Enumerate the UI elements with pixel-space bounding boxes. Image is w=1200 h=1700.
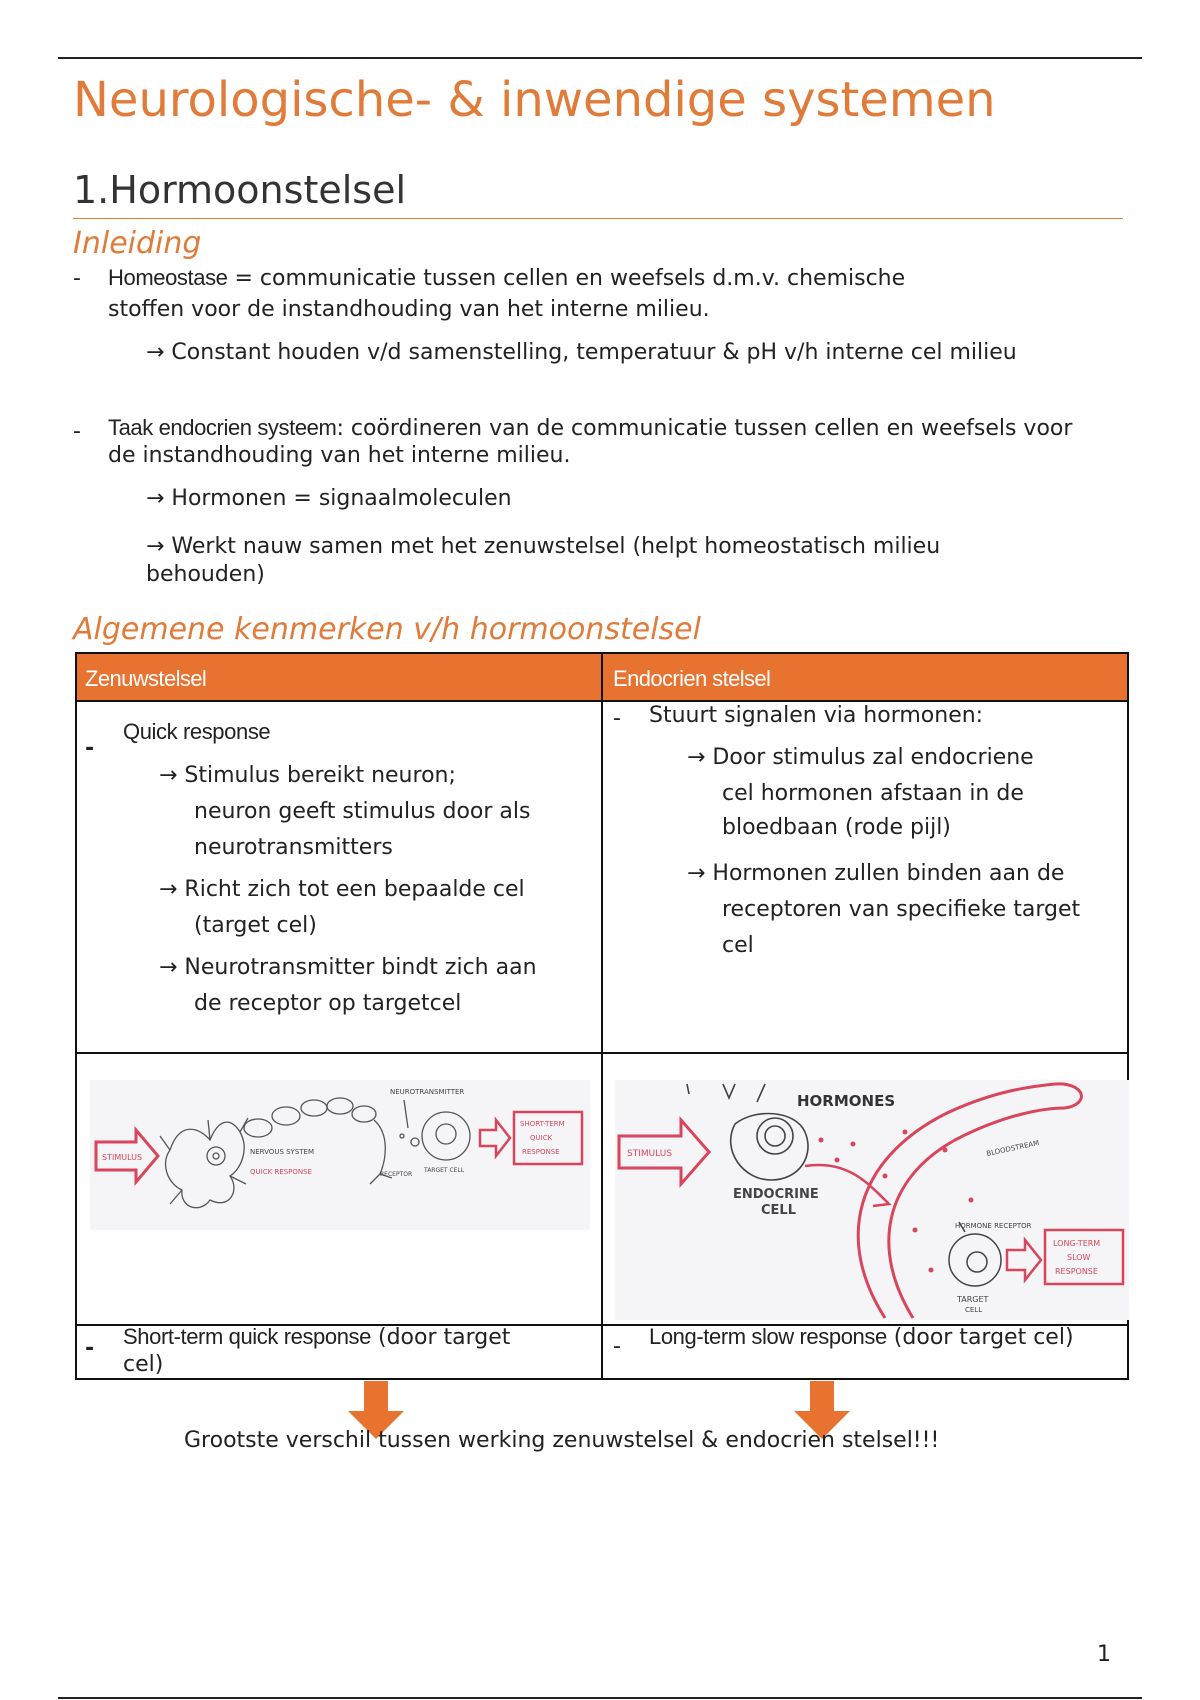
sketch-hormone-receptor-label: HORMONE RECEPTOR bbox=[955, 1222, 1032, 1230]
right-point-2-line1: → Hormonen zullen binden aan de bbox=[687, 861, 1065, 886]
sketch-endocrine-label-line1: ENDOCRINE bbox=[733, 1187, 819, 1202]
short-term-line2: cel) bbox=[123, 1352, 164, 1377]
subheading-kenmerken: Algemene kenmerken v/h hormoonstelsel bbox=[73, 612, 701, 647]
sketch-receptor-label: RECEPTOR bbox=[380, 1171, 413, 1178]
endocrien-def: : coördineren van de communicatie tussen cellen en weefsels voor bbox=[336, 416, 1073, 441]
homeostase-def: = communicatie tussen cellen en weefsels d.m.v. chemische bbox=[227, 266, 906, 291]
right-point-1-line2: cel hormonen afstaan in de bbox=[722, 781, 1024, 806]
sketch-neurotransmitter-label: NEUROTRANSMITTER bbox=[390, 1088, 465, 1096]
comparison-table bbox=[75, 652, 1129, 1380]
sketch-result-line1: SHORT-TERM bbox=[520, 1120, 565, 1128]
bullet-dash: - bbox=[613, 706, 621, 731]
sketch-quick-response-label: QUICK RESPONSE bbox=[250, 1168, 312, 1176]
nervous-system-drawing bbox=[90, 1080, 590, 1230]
long-term-line bbox=[649, 1322, 1074, 1353]
sketch-stimulus-label: STIMULUS bbox=[102, 1153, 143, 1162]
sketch-endocrine-label-line2: CELL bbox=[761, 1203, 796, 1218]
sketch-target-label-line1: TARGET bbox=[957, 1295, 989, 1304]
endocrien-arrow1: → Hormonen = signaalmoleculen bbox=[146, 486, 512, 511]
endocrien-term: Taak endocrien systeem bbox=[108, 415, 337, 440]
homeostase-arrow: → Constant houden v/d samenstelling, temperatuur & pH v/h interne cel milieu bbox=[146, 340, 1017, 365]
right-point-2-line2: receptoren van specifieke target bbox=[722, 897, 1081, 922]
short-term-line1 bbox=[123, 1322, 510, 1353]
right-point-1-line3: bloedbaan (rode pijl) bbox=[722, 815, 951, 840]
sketch-result-line3: RESPONSE bbox=[522, 1148, 560, 1156]
short-term-term: Short-term quick response bbox=[123, 1324, 371, 1349]
page-number: 1 bbox=[1097, 1642, 1111, 1667]
bullet-dash: - bbox=[85, 1336, 95, 1361]
right-point-2-line3: cel bbox=[722, 933, 754, 958]
endocrien-arrow2-line2: behouden) bbox=[146, 562, 265, 587]
homeostase-term: Homeostase bbox=[108, 265, 228, 290]
sketch-result-line3: RESPONSE bbox=[1055, 1267, 1098, 1276]
nervous-system-sketch bbox=[90, 1080, 590, 1230]
endocrine-system-drawing bbox=[615, 1080, 1129, 1320]
left-point-2-line1: → Richt zich tot een bepaalde cel bbox=[159, 877, 525, 902]
bullet-dash: - bbox=[613, 1334, 621, 1359]
endocrien-arrow2-line1: → Werkt nauw samen met het zenuwstelsel (helpt homeostatisch milieu bbox=[146, 534, 941, 559]
left-point-3-line2: de receptor op targetcel bbox=[194, 991, 462, 1016]
sketch-stimulus-label: STIMULUS bbox=[627, 1149, 673, 1159]
conclusion-text: Grootste verschil tussen werking zenuwstelsel & endocrien stelsel!!! bbox=[184, 1428, 940, 1453]
table-column-divider bbox=[601, 654, 603, 1378]
hormonen-signalen-label: Stuurt signalen via hormonen: bbox=[649, 703, 984, 728]
sketch-bloodstream-label: BLOODSTREAM bbox=[985, 1138, 1040, 1158]
sketch-nervous-system-label: NERVOUS SYSTEM bbox=[250, 1148, 315, 1156]
long-term-rest: (door target cel) bbox=[886, 1325, 1074, 1350]
sketch-result-line2: QUICK bbox=[530, 1134, 553, 1142]
sketch-hormones-label: HORMONES bbox=[797, 1092, 896, 1110]
short-term-rest: (door target bbox=[371, 1325, 511, 1350]
left-point-1-line2: neuron geeft stimulus door als bbox=[194, 799, 531, 824]
section-heading bbox=[73, 168, 1123, 219]
left-point-1-line1: → Stimulus bereikt neuron; bbox=[159, 763, 456, 788]
section-title: Hormoonstelsel bbox=[109, 168, 407, 212]
left-point-3-line1: → Neurotransmitter bindt zich aan bbox=[159, 955, 537, 980]
endocrine-system-sketch bbox=[615, 1080, 1129, 1320]
left-point-2-line2: (target cel) bbox=[194, 913, 317, 938]
right-point-1-line1: → Door stimulus zal endocriene bbox=[687, 745, 1034, 770]
bullet-dash: - bbox=[85, 736, 95, 761]
homeostase-line2: stoffen voor de instandhouding van het interne milieu. bbox=[108, 297, 710, 322]
sketch-target-cell-label: TARGET CELL bbox=[424, 1167, 465, 1174]
bullet-dash: - bbox=[73, 419, 81, 444]
bottom-rule bbox=[58, 1697, 1142, 1699]
bullet-dash: - bbox=[73, 266, 81, 291]
sketch-result-line1: LONG-TERM bbox=[1053, 1239, 1101, 1248]
sketch-target-label-line2: CELL bbox=[965, 1306, 983, 1314]
quick-response-label: Quick response bbox=[123, 719, 271, 744]
document-title: Neurologische- & inwendige systemen bbox=[73, 72, 996, 128]
top-rule bbox=[58, 57, 1142, 59]
sketch-result-line2: SLOW bbox=[1067, 1253, 1091, 1262]
section-number: 1. bbox=[73, 168, 110, 212]
long-term-term: Long-term slow response bbox=[649, 1324, 887, 1349]
endocrien-line2: de instandhouding van het interne milieu. bbox=[108, 443, 571, 468]
homeostase-line1 bbox=[108, 262, 905, 295]
header-zenuwstelsel: Zenuwstelsel bbox=[85, 666, 207, 691]
subheading-inleiding: Inleiding bbox=[73, 226, 202, 261]
header-endocrien: Endocrien stelsel bbox=[613, 666, 771, 691]
left-point-1-line3: neurotransmitters bbox=[194, 835, 393, 860]
